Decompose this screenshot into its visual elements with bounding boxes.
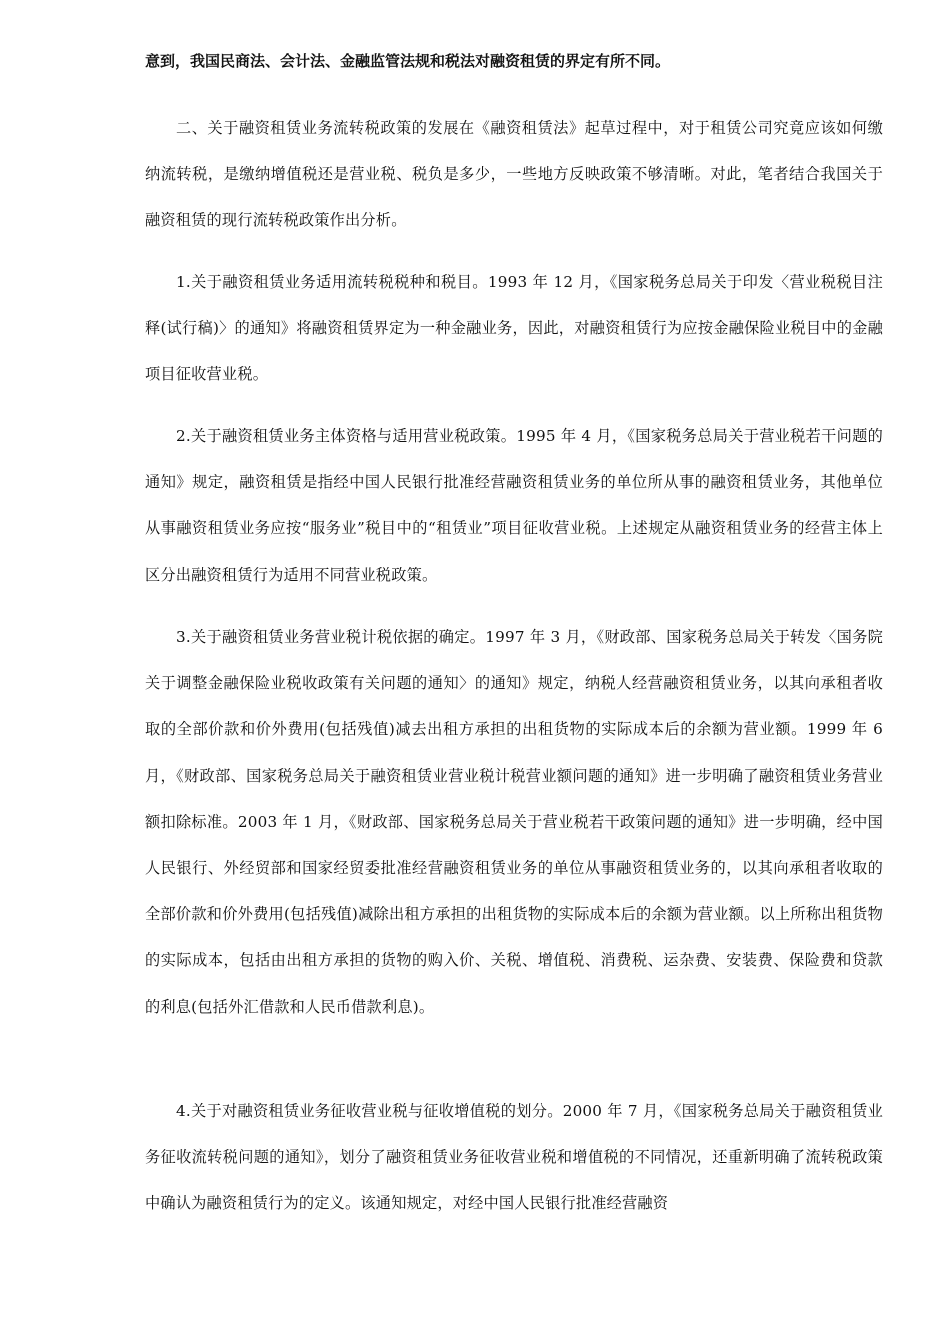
paragraph-item-2: 2.关于融资租赁业务主体资格与适用营业税政策。1995 年 4 月，《国家税务总局关于营业税若干问题的通知》规定，融资租赁是指经中国人民银行批准经营融资租赁业务的单位所从事的融资租赁业务，其他单位从事融资租赁业务应按“服务业”税目中的“租赁业”项目征收营业税。上述规定从融资租赁业务的经营主体上区分出融资租赁行为适用不同营业税政策。: [145, 427, 883, 584]
paragraph-item-3: 3.关于融资租赁业务营业税计税依据的确定。1997 年 3 月，《财政部、国家税务总局关于转发〈国务院关于调整金融保险业税收政策有关问题的通知〉的通知》规定，纳税人经营融资租赁业务，以其向承租者收取的全部价款和价外费用(包括残值)减去出租方承担的出租货物的实际成本后的余额为营业额。1999 年 6 月，《财政部、国家税务总局关于融资租赁业营业税计税营业额问题的通知》进一步明确了融资租赁业务营业额扣除标准。2003 年 1 月，《财政部、国家税务总局关于营业税若干政策问题的通知》进一步明确，经中国人民银行、外经贸部和国家经贸委批准经营融资租赁业务的单位从事融资租赁业务的，以其向承租者收取的全部价款和价外费用(包括残值)减除出租方承担的出租货物的实际成本后的余额为营业额。以上所称出租货物的实际成本，包括由出租方承担的货物的购入价、关税、增值税、消费税、运杂费、安装费、保险费和贷款的利息(包括外汇借款和人民币借款利息)。: [145, 628, 883, 1016]
lead-line: 意到，我国民商法、会计法、金融监管法规和税法对融资租赁的界定有所不同。: [145, 52, 671, 70]
paragraph-item-1: 1.关于融资租赁业务适用流转税税种和税目。1993 年 12 月，《国家税务总局关于印发〈营业税税目注释(试行稿)〉的通知》将融资租赁界定为一种金融业务，因此，对融资租赁行为应按金融保险业税目中的金融项目征收营业税。: [145, 273, 883, 384]
paragraph-section-two: 二、关于融资租赁业务流转税政策的发展在《融资租赁法》起草过程中，对于租赁公司究竟应该如何缴纳流转税，是缴纳增值税还是营业税、税负是多少，一些地方反映政策不够清晰。对此，笔者结合我国关于融资租赁的现行流转税政策作出分析。: [145, 119, 883, 230]
paragraph-item-4: 4.关于对融资租赁业务征收营业税与征收增值税的划分。2000 年 7 月，《国家税务总局关于融资租赁业务征收流转税问题的通知》，划分了融资租赁业务征收营业税和增值税的不同情况，还重新明确了流转税政策中确认为融资租赁行为的定义。该通知规定，对经中国人民银行批准经营融资: [145, 1102, 883, 1213]
